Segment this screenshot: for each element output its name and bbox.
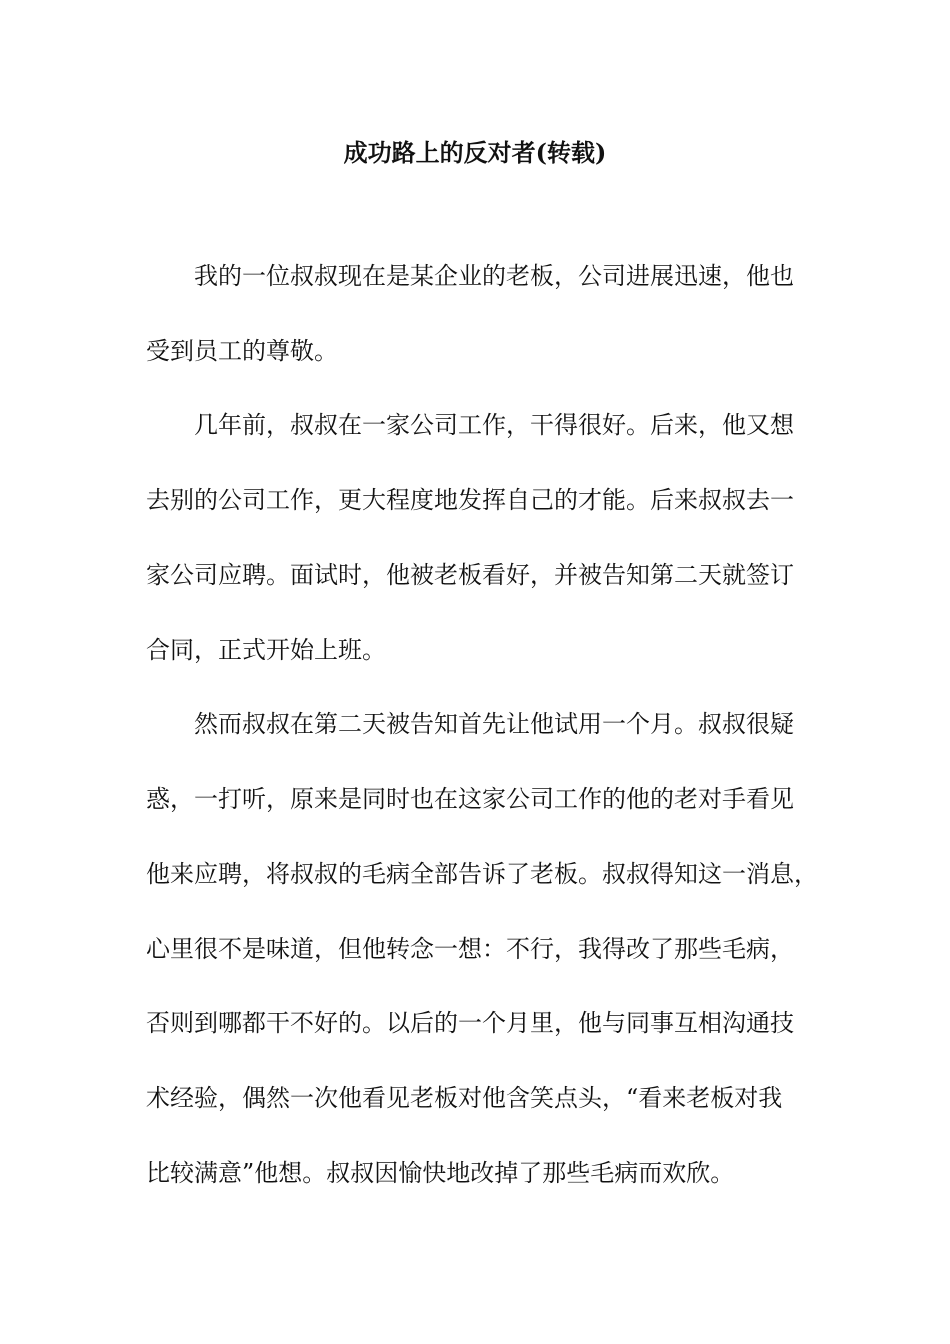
paragraph-line: 术经验，偶然一次他看见老板对他含笑点头，“看来老板对我 bbox=[146, 1084, 783, 1112]
paragraph-line: 惑，一打听，原来是同时也在这家公司工作的他的老对手看见 bbox=[146, 785, 794, 813]
paragraph-line: 合同，正式开始上班。 bbox=[146, 636, 386, 664]
paragraph-line: 比较满意”他想。叔叔因愉快地改掉了那些毛病而欢欣。 bbox=[146, 1159, 735, 1187]
paragraph-line: 否则到哪都干不好的。以后的一个月里，他与同事互相沟通技 bbox=[146, 1009, 794, 1037]
paragraph-line: 心里很不是味道，但他转念一想：不行，我得改了那些毛病， bbox=[146, 935, 794, 963]
paragraph-line: 我的一位叔叔现在是某企业的老板，公司进展迅速，他也 bbox=[194, 262, 794, 290]
paragraph-line: 几年前，叔叔在一家公司工作，干得很好。后来，他又想 bbox=[194, 411, 794, 439]
paragraph-line: 受到员工的尊敬。 bbox=[146, 337, 338, 365]
paragraph-line: 他来应聘，将叔叔的毛病全部告诉了老板。叔叔得知这一消息， bbox=[146, 860, 818, 888]
document-title: 成功路上的反对者(转载) bbox=[343, 138, 607, 167]
paragraph-line: 家公司应聘。面试时，他被老板看好，并被告知第二天就签订 bbox=[146, 561, 794, 589]
paragraph-line: 去别的公司工作，更大程度地发挥自己的才能。后来叔叔去一 bbox=[146, 486, 794, 514]
paragraph-line: 然而叔叔在第二天被告知首先让他试用一个月。叔叔很疑 bbox=[194, 710, 794, 738]
